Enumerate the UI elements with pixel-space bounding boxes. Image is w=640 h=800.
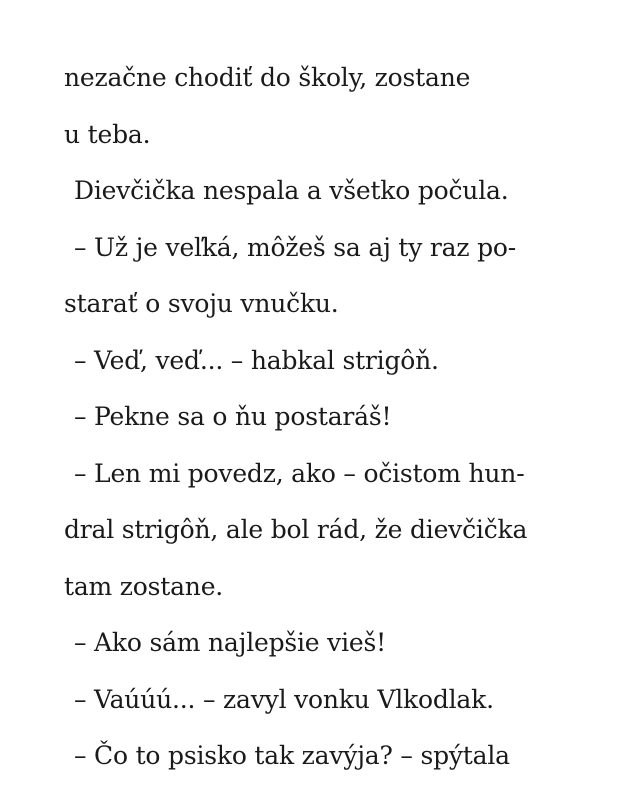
- text-line: Dievčička nespala a všetko počula.: [74, 176, 509, 205]
- text-line: tam zostane.: [64, 571, 224, 601]
- text-line: – Už je veľká, môžeš sa aj ty raz po-: [74, 232, 516, 262]
- text-line: starať o svoju vnučku.: [64, 289, 339, 318]
- text-line: dral strigôň, ale bol rád, že dievčička: [64, 515, 528, 544]
- text-line: – Vaúúú... – zavyl vonku Vlkodlak.: [74, 684, 494, 714]
- page-text: [64, 50, 604, 785]
- text-line: – Len mi povedz, ako – očistom hun-: [74, 458, 525, 488]
- text-line: – Veď, veď... – habkal strigôň.: [74, 345, 439, 375]
- text-line: u teba.: [64, 119, 151, 149]
- text-line: – Čo to psisko tak zavýja? – spýtala: [74, 741, 510, 770]
- text-line: – Pekne sa o ňu postaráš!: [74, 402, 392, 431]
- text-line: nezačne chodiť do školy, zostane: [64, 63, 471, 92]
- text-line: – Ako sám najlepšie vieš!: [74, 628, 386, 657]
